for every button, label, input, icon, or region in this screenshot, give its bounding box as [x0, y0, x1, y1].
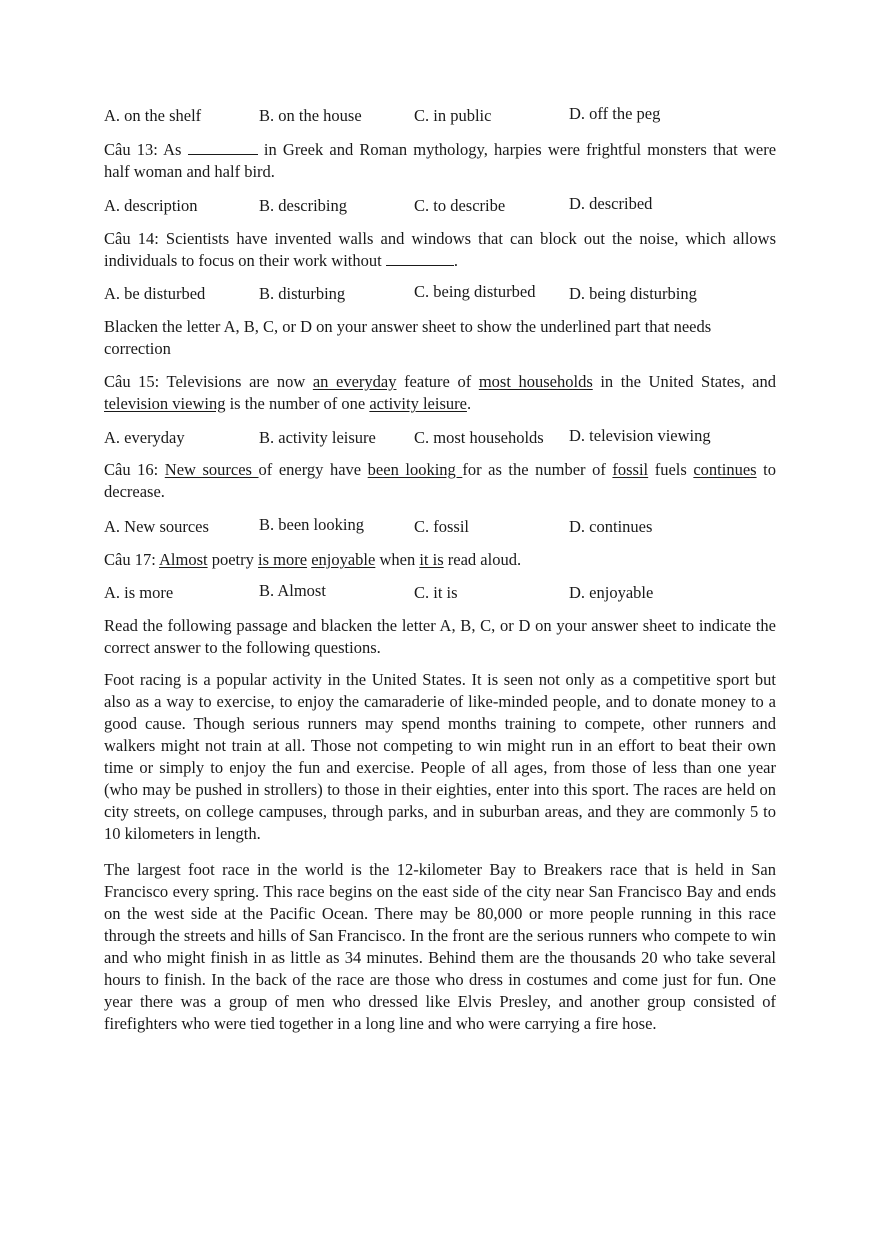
q17-question	[104, 549, 776, 571]
q14-option-a[interactable]: A. be disturbed	[104, 284, 206, 303]
q12-option-b[interactable]: B. on the house	[259, 106, 362, 125]
q15-text-2: feature of	[396, 372, 479, 391]
q15-text-4: is the number of one	[225, 394, 370, 413]
q17-option-d[interactable]: D. enjoyable	[569, 583, 654, 602]
q15-options	[104, 427, 776, 449]
q13-option-a[interactable]: A. description	[104, 196, 198, 215]
q17-underlined-4: it is	[419, 550, 444, 569]
q17-option-c[interactable]: C. it is	[414, 583, 458, 602]
q13-question	[104, 139, 776, 183]
q16-underlined-4: continues	[693, 460, 757, 479]
q15-underlined-2: most households	[478, 372, 593, 391]
q17-text-1: Câu 17:	[104, 550, 160, 569]
q13-options	[104, 195, 776, 217]
q12-option-a[interactable]: A. on the shelf	[104, 106, 202, 125]
q15-option-a[interactable]: A. everyday	[104, 428, 185, 447]
q14-option-c[interactable]: C. being disturbed	[414, 282, 536, 301]
q14-option-d[interactable]: D. being disturbing	[569, 284, 697, 303]
instruction-passage: Read the following passage and blacken the letter A, B, C, or D on your answer sheet to indicate the correct answer to the following questions.	[104, 616, 776, 657]
q13-option-c[interactable]: C. to describe	[414, 196, 506, 215]
q15-text-3: in the United States, and	[592, 372, 776, 391]
q17-text-4: when	[375, 550, 420, 569]
q13-prefix: Câu 13: As	[104, 140, 182, 159]
q17-text-5: read aloud.	[443, 550, 522, 569]
q17-options	[104, 582, 776, 604]
q17-underlined-1: Almost	[159, 550, 208, 569]
q16-underlined-3: fossil	[612, 460, 649, 479]
q17-text-2: poetry	[207, 550, 259, 569]
q16-underlined-1: New sources	[164, 460, 259, 479]
instruction-error-identification: Blacken the letter A, B, C, or D on your answer sheet to show the underlined part that needs correction	[104, 317, 712, 358]
q13-suffix: in Greek and Roman mythology, harpies were frightful monsters that were half woman and half bird.	[104, 140, 777, 181]
q12-option-c[interactable]: C. in public	[414, 106, 492, 125]
q16-text-3: for as the number of	[462, 460, 613, 479]
q16-options	[104, 516, 776, 538]
passage-paragraph-2: The largest foot race in the world is the 12-kilometer Bay to Breakers race that is held in San Francisco every spring. This race begins on the east side of the city near San Francisco Bay and ends on the west side at the Pacific Ocean. There may be 80,000 or more people running in this race through the streets and hills of San Francisco. In the front are the serious runners who compete to win and who might finish in as little as 34 minutes. Behind them are the thousands 20 who take several hours to finish. In the back of the race are those who dress in costumes and come just for fun. One year there was a group of men who dressed like Elvis Presley, and another group consisted of firefighters who were tied together in a long line and who were carrying a fire hose.	[104, 860, 776, 1033]
q16-text-2: of energy have	[258, 460, 368, 479]
q15-option-c[interactable]: C. most households	[414, 428, 544, 447]
q15-underlined-3: television viewing	[104, 394, 226, 413]
q16-option-a[interactable]: A. New sources	[104, 517, 209, 536]
q13-option-b[interactable]: B. describing	[259, 196, 347, 215]
q15-underlined-1: an everyday	[312, 372, 397, 391]
q14-blank	[386, 251, 454, 266]
q15-underlined-4: activity leisure	[369, 394, 467, 413]
q15-question	[104, 371, 776, 415]
q16-text-1: Câu 16:	[104, 460, 165, 479]
q15-option-d[interactable]: D. television viewing	[569, 426, 711, 445]
q12-option-d[interactable]: D. off the peg	[569, 104, 661, 123]
q17-underlined-3: enjoyable	[311, 550, 376, 569]
q12-options	[104, 105, 776, 127]
q15-text-1: Câu 15: Televisions are now	[104, 372, 313, 391]
q16-option-d[interactable]: D. continues	[569, 517, 653, 536]
q16-option-c[interactable]: C. fossil	[414, 517, 470, 536]
q14-option-b[interactable]: B. disturbing	[259, 284, 346, 303]
q14-suffix: .	[453, 251, 458, 270]
q13-option-d[interactable]: D. described	[569, 194, 653, 213]
q17-underlined-2: is more	[258, 550, 308, 569]
passage-paragraph-1: Foot racing is a popular activity in the United States. It is seen not only as a competitive sport but also as a way to exercise, to enjoy the camaraderie of like-minded people, and to donate money to a good cause. Though serious runners may spend months training to compete, other runners and walkers might not train at all. Those not competing to win might run in an effort to beat their own time or simply to enjoy the fun and exercise. People of all ages, from those of less than one year (who may be pushed in strollers) to those in their eighties, enter into this sport. The races are held on city streets, on college campuses, through parks, and in suburban areas, and they are commonly 5 to 10 kilometers in length.	[104, 670, 776, 843]
q16-text-5: to decrease.	[104, 460, 776, 501]
q15-option-b[interactable]: B. activity leisure	[259, 428, 376, 447]
q14-question	[104, 228, 776, 272]
q14-prefix: Câu 14: Scientists have invented walls and windows that can block out the noise, which allows individuals to focus on their work without	[104, 229, 776, 270]
q16-text-4: fuels	[648, 460, 694, 479]
q16-question	[104, 459, 776, 503]
q16-option-b[interactable]: B. been looking	[259, 515, 364, 534]
q15-text-5: .	[466, 394, 472, 413]
q17-option-a[interactable]: A. is more	[104, 583, 174, 602]
q17-option-b[interactable]: B. Almost	[259, 581, 326, 600]
q14-options	[104, 283, 776, 305]
q13-blank	[188, 140, 258, 155]
q16-underlined-2: been looking	[367, 460, 463, 479]
